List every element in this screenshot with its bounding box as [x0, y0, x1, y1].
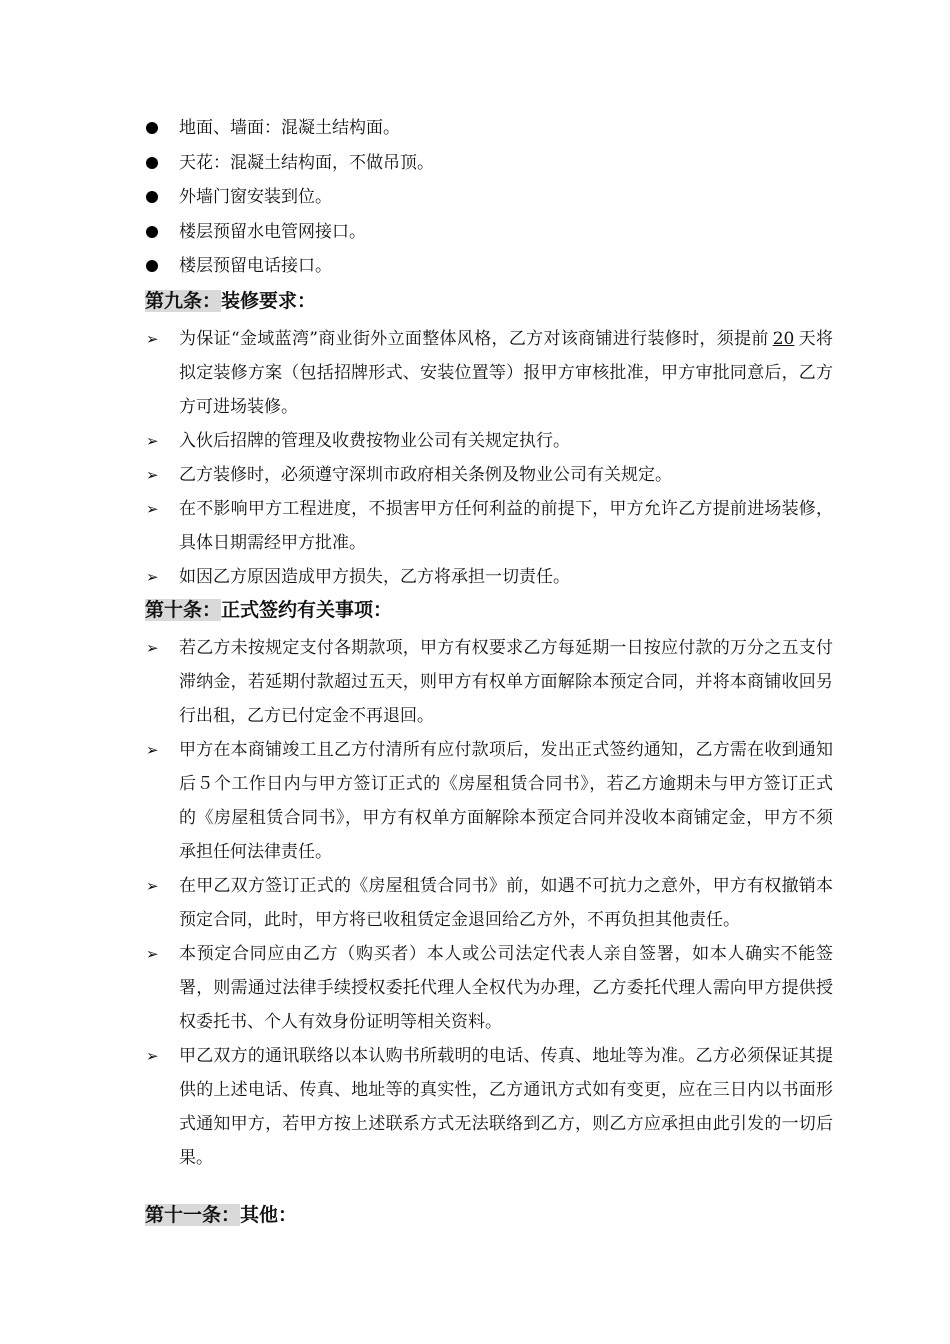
- list-item: ➢ 在不影响甲方工程进度，不损害甲方任何利益的前提下，甲方允许乙方提前进场装修，具体日期需经甲方批准。: [143, 492, 833, 560]
- list-item: ➢ 甲方在本商铺竣工且乙方付清所有应付款项后，发出正式签约通知，乙方需在收到通知后５个工作日内与甲方签订正式的《房屋租赁合同书》，若乙方逾期未与甲方签订正式的《房屋租赁合同书》，甲方有权单方面解除本预定合同并没收本商铺定金，甲方不须承担任何法律责任。: [143, 733, 833, 869]
- list-item: 楼层预留电话接口。: [143, 251, 843, 286]
- section-10-list: [143, 631, 833, 1175]
- arrow-bullet-icon: ➢: [146, 466, 159, 484]
- list-item: 地面、墙面：混凝土结构面。: [143, 113, 843, 148]
- bullet-dot-icon: [146, 191, 158, 203]
- list-item: ➢ 乙方装修时，必须遵守深圳市政府相关条例及物业公司有关规定。: [143, 458, 833, 492]
- arrow-bullet-icon: ➢: [146, 568, 159, 586]
- bullet-dot-icon: [146, 157, 158, 169]
- list-item: ➢ 在甲乙双方签订正式的《房屋租赁合同书》前，如遇不可抗力之意外，甲方有权撤销本预定合同，此时，甲方将已收租赁定金退回给乙方外，不再负担其他责任。: [143, 869, 833, 937]
- list-item: 楼层预留水电管网接口。: [143, 217, 843, 252]
- arrow-bullet-icon: ➢: [146, 741, 159, 759]
- arrow-bullet-icon: ➢: [146, 639, 159, 657]
- finish-standard-list: [143, 113, 843, 286]
- list-item: ➢ 若乙方未按规定支付各期款项，甲方有权要求乙方每延期一日按应付款的万分之五支付滞纳金，若延期付款超过五天，则甲方有权单方面解除本预定合同，并将本商铺收回另行出租，乙方已付定金不再退回。: [143, 631, 833, 733]
- bullet-dot-icon: [146, 226, 158, 238]
- list-item: ➢ 本预定合同应由乙方（购买者）本人或公司法定代表人亲自签署，如本人确实不能签署，则需通过法律手续授权委托代理人全权代为办理，乙方委托代理人需向甲方提供授权委托书、个人有效身份证明等相关资料。: [143, 937, 833, 1039]
- arrow-bullet-icon: ➢: [146, 877, 159, 895]
- section-9-heading: 第九条：装修要求：: [145, 290, 317, 312]
- arrow-bullet-icon: ➢: [146, 432, 159, 450]
- list-item: ➢ 如因乙方原因造成甲方损失，乙方将承担一切责任。: [143, 560, 833, 594]
- list-item: 外墙门窗安装到位。: [143, 182, 843, 217]
- arrow-bullet-icon: ➢: [146, 500, 159, 518]
- arrow-bullet-icon: ➢: [146, 1047, 159, 1065]
- section-10-heading: 第十条：正式签约有关事项：: [145, 599, 393, 621]
- advance-days-value: 20: [772, 329, 795, 349]
- list-item: ➢ 为保证“金域蓝湾”商业街外立面整体风格，乙方对该商铺进行装修时，须提前 20 天将拟定装修方案（包括招牌形式、安装位置等）报甲方审核批准，甲方审批同意后，乙方方可进场装修。: [143, 322, 833, 424]
- bullet-dot-icon: [146, 122, 158, 134]
- section-9-list: [143, 322, 833, 594]
- bullet-dot-icon: [146, 260, 158, 272]
- list-item: ➢ 甲乙双方的通讯联络以本认购书所载明的电话、传真、地址等为准。乙方必须保证其提供的上述电话、传真、地址等的真实性，乙方通讯方式如有变更，应在三日内以书面形式通知甲方，若甲方按上述联系方式无法联络到乙方，则乙方应承担由此引发的一切后果。: [143, 1039, 833, 1175]
- section-11-heading: 第十一条：其他：: [145, 1204, 298, 1226]
- arrow-bullet-icon: ➢: [146, 945, 159, 963]
- list-item: ➢ 入伙后招牌的管理及收费按物业公司有关规定执行。: [143, 424, 833, 458]
- list-item: 天花：混凝土结构面，不做吊顶。: [143, 148, 843, 183]
- arrow-bullet-icon: ➢: [146, 330, 159, 348]
